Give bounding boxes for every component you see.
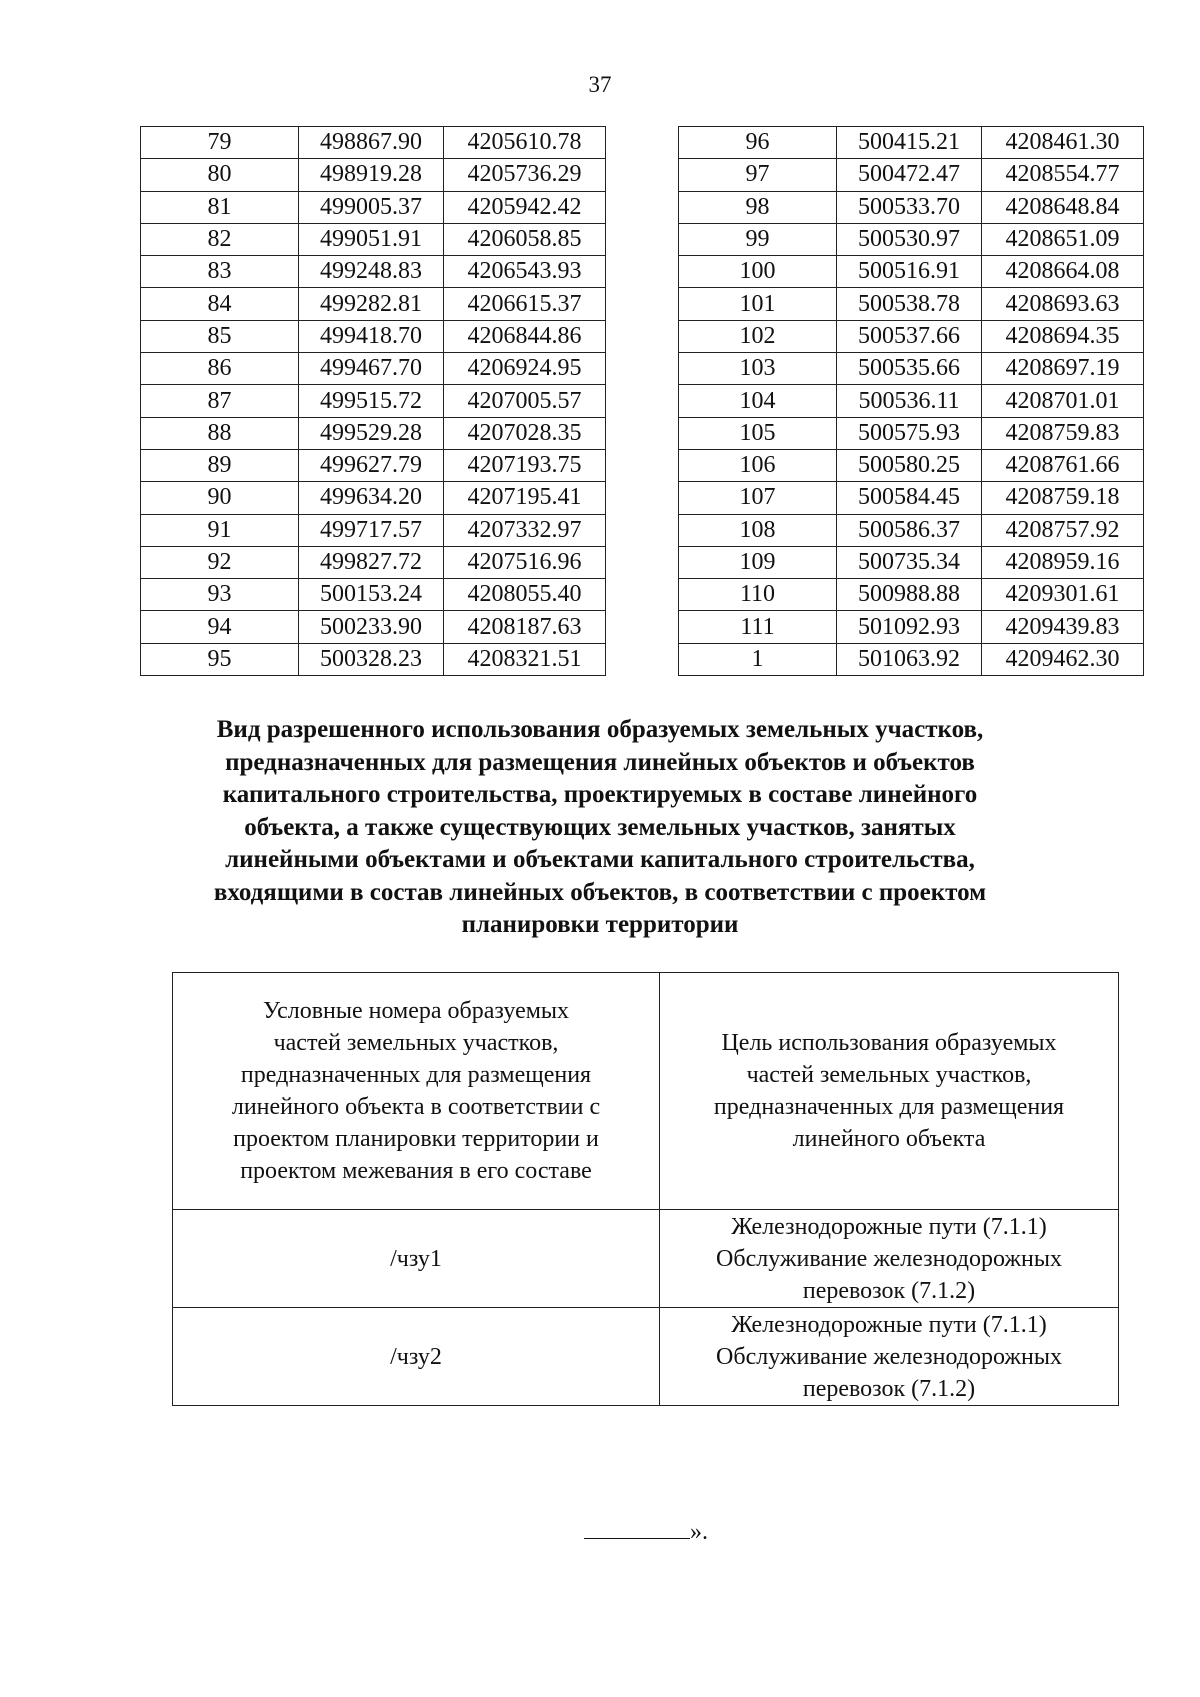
point-number-cell: 103 [679, 353, 837, 385]
point-number-cell: 105 [679, 417, 837, 449]
x-coordinate-cell: 500516.91 [837, 256, 982, 288]
coordinate-row [679, 579, 1144, 611]
coordinate-row [141, 385, 606, 417]
y-coordinate-cell: 4205736.29 [444, 159, 606, 191]
x-coordinate-cell: 500538.78 [837, 288, 982, 320]
header-line: проектом планировки территории и [233, 1126, 599, 1152]
x-coordinate-cell: 500153.24 [299, 579, 444, 611]
closing-quote-mark: ». [690, 1519, 708, 1545]
plot-purpose-cell [660, 1210, 1119, 1308]
x-coordinate-cell: 500537.66 [837, 320, 982, 352]
x-coordinate-cell: 499418.70 [299, 320, 444, 352]
x-coordinate-cell: 500735.34 [837, 546, 982, 578]
page-number: 37 [588, 72, 612, 97]
coordinate-row [141, 159, 606, 191]
coordinates-table-right-body [679, 127, 1144, 676]
point-number-cell: 90 [141, 482, 299, 514]
point-number-cell: 92 [141, 546, 299, 578]
closing-line [584, 1518, 708, 1546]
section-title-line: предназначенных для размещения линейных объектов и объектов [225, 748, 975, 776]
land-use-purpose-table [172, 972, 1119, 1406]
x-coordinate-cell: 500586.37 [837, 514, 982, 546]
x-coordinate-cell: 499467.70 [299, 353, 444, 385]
x-coordinate-cell: 499515.72 [299, 385, 444, 417]
header-line: проектом межевания в его составе [240, 1158, 592, 1184]
y-coordinate-cell: 4208664.08 [982, 256, 1144, 288]
header-purpose [660, 973, 1119, 1210]
y-coordinate-cell: 4207195.41 [444, 482, 606, 514]
y-coordinate-cell: 4208694.35 [982, 320, 1144, 352]
y-coordinate-cell: 4208959.16 [982, 546, 1144, 578]
section-title-line: капитального строительства, проектируемых в составе линейного [222, 781, 978, 808]
point-number-cell: 83 [141, 256, 299, 288]
purpose-line: Обслуживание железнодорожных [716, 1343, 1062, 1370]
x-coordinate-cell: 499051.91 [299, 223, 444, 255]
coordinate-row [679, 353, 1144, 385]
point-number-cell: 88 [141, 417, 299, 449]
x-coordinate-cell: 499529.28 [299, 417, 444, 449]
header-line: предназначенных для размещения [240, 1062, 592, 1088]
x-coordinate-cell: 499627.79 [299, 449, 444, 481]
x-coordinate-cell: 499005.37 [299, 191, 444, 223]
y-coordinate-cell: 4208648.84 [982, 191, 1144, 223]
y-coordinate-cell: 4207332.97 [444, 514, 606, 546]
x-coordinate-cell: 499248.83 [299, 256, 444, 288]
coordinate-row [141, 320, 606, 352]
y-coordinate-cell: 4205942.42 [444, 191, 606, 223]
purpose-table-row [173, 1210, 1119, 1308]
x-coordinate-cell: 500584.45 [837, 482, 982, 514]
point-number-cell: 102 [679, 320, 837, 352]
y-coordinate-cell: 4207028.35 [444, 417, 606, 449]
y-coordinate-cell: 4205610.78 [444, 127, 606, 159]
point-number-cell: 87 [141, 385, 299, 417]
x-coordinate-cell: 501063.92 [837, 643, 982, 675]
coordinate-row [679, 223, 1144, 255]
plot-code-cell: /чзу1 [173, 1210, 660, 1308]
y-coordinate-cell: 4206924.95 [444, 353, 606, 385]
section-title-line: планировки территории [461, 911, 739, 938]
point-number-cell: 86 [141, 353, 299, 385]
point-number-cell: 93 [141, 579, 299, 611]
point-number-cell: 82 [141, 223, 299, 255]
point-number-cell: 101 [679, 288, 837, 320]
y-coordinate-cell: 4207005.57 [444, 385, 606, 417]
purpose-table-row [173, 1308, 1119, 1406]
x-coordinate-cell: 500472.47 [837, 159, 982, 191]
point-number-cell: 89 [141, 449, 299, 481]
point-number-cell: 111 [679, 611, 837, 643]
point-number-cell: 97 [679, 159, 837, 191]
x-coordinate-cell: 500415.21 [837, 127, 982, 159]
point-number-cell: 109 [679, 546, 837, 578]
y-coordinate-cell: 4206844.86 [444, 320, 606, 352]
coordinate-row [679, 127, 1144, 159]
coordinates-table-left [140, 126, 606, 676]
purpose-line: Железнодорожные пути (7.1.1) [731, 1311, 1047, 1338]
y-coordinate-cell: 4208759.18 [982, 482, 1144, 514]
header-line: Цель использования образуемых [721, 1030, 1057, 1056]
coordinate-row [679, 159, 1144, 191]
coordinate-row [679, 643, 1144, 675]
y-coordinate-cell: 4207516.96 [444, 546, 606, 578]
coordinate-row [141, 256, 606, 288]
x-coordinate-cell: 499717.57 [299, 514, 444, 546]
coordinate-row [679, 288, 1144, 320]
coordinate-row [679, 417, 1144, 449]
point-number-cell: 94 [141, 611, 299, 643]
header-line: предназначенных для размещения [713, 1094, 1065, 1120]
point-number-cell: 107 [679, 482, 837, 514]
point-number-cell: 100 [679, 256, 837, 288]
coordinate-row [679, 546, 1144, 578]
x-coordinate-cell: 500535.66 [837, 353, 982, 385]
point-number-cell: 99 [679, 223, 837, 255]
y-coordinate-cell: 4208321.51 [444, 643, 606, 675]
plot-code-cell: /чзу2 [173, 1308, 660, 1406]
section-title [200, 714, 1000, 942]
coordinate-row [141, 579, 606, 611]
coordinate-row [141, 288, 606, 320]
section-title-line: входящими в состав линейных объектов, в соответствии с проектом [213, 878, 987, 906]
point-number-cell: 110 [679, 579, 837, 611]
section-title-line: Вид разрешенного использования образуемых земельных участков, [216, 716, 984, 743]
y-coordinate-cell: 4208701.01 [982, 385, 1144, 417]
y-coordinate-cell: 4208651.09 [982, 223, 1144, 255]
x-coordinate-cell: 500575.93 [837, 417, 982, 449]
coordinate-row [141, 191, 606, 223]
y-coordinate-cell: 4206615.37 [444, 288, 606, 320]
y-coordinate-cell: 4208759.83 [982, 417, 1144, 449]
coordinate-row [679, 611, 1144, 643]
coordinate-row [141, 482, 606, 514]
y-coordinate-cell: 4208761.66 [982, 449, 1144, 481]
coordinate-row [141, 546, 606, 578]
y-coordinate-cell: 4208757.92 [982, 514, 1144, 546]
point-number-cell: 104 [679, 385, 837, 417]
coordinate-row [141, 223, 606, 255]
y-coordinate-cell: 4206543.93 [444, 256, 606, 288]
coordinate-row [141, 514, 606, 546]
plot-purpose-cell [660, 1308, 1119, 1406]
point-number-cell: 108 [679, 514, 837, 546]
coordinate-row [141, 353, 606, 385]
x-coordinate-cell: 501092.93 [837, 611, 982, 643]
y-coordinate-cell: 4208461.30 [982, 127, 1144, 159]
coordinate-row [679, 320, 1144, 352]
x-coordinate-cell: 498919.28 [299, 159, 444, 191]
coordinate-row [679, 256, 1144, 288]
coordinate-row [679, 514, 1144, 546]
y-coordinate-cell: 4209439.83 [982, 611, 1144, 643]
purpose-line: Железнодорожные пути (7.1.1) [731, 1213, 1047, 1240]
header-line: линейного объекта в соответствии с [231, 1094, 601, 1120]
coordinate-row [679, 482, 1144, 514]
coordinates-table-right [678, 126, 1144, 676]
y-coordinate-cell: 4208554.77 [982, 159, 1144, 191]
x-coordinate-cell: 499282.81 [299, 288, 444, 320]
section-title-line: линейными объектами и объектами капитального строительства, [225, 846, 975, 873]
section-title-line: объекта, а также существующих земельных участков, занятых [244, 813, 956, 841]
coordinate-row [141, 611, 606, 643]
purpose-line: Обслуживание железнодорожных [716, 1245, 1062, 1272]
coordinate-row [141, 417, 606, 449]
point-number-cell: 96 [679, 127, 837, 159]
y-coordinate-cell: 4209301.61 [982, 579, 1144, 611]
y-coordinate-cell: 4208055.40 [444, 579, 606, 611]
coordinate-row [679, 449, 1144, 481]
y-coordinate-cell: 4208693.63 [982, 288, 1144, 320]
x-coordinate-cell: 498867.90 [299, 127, 444, 159]
y-coordinate-cell: 4207193.75 [444, 449, 606, 481]
x-coordinate-cell: 500533.70 [837, 191, 982, 223]
point-number-cell: 106 [679, 449, 837, 481]
coordinate-row [141, 127, 606, 159]
y-coordinate-cell: 4208187.63 [444, 611, 606, 643]
coordinate-row [679, 191, 1144, 223]
header-line: частей земельных участков, [273, 1030, 559, 1056]
point-number-cell: 95 [141, 643, 299, 675]
point-number-cell: 79 [141, 127, 299, 159]
header-line: частей земельных участков, [746, 1062, 1032, 1088]
header-line: Условные номера образуемых [262, 998, 570, 1024]
coordinate-row [679, 385, 1144, 417]
x-coordinate-cell: 500530.97 [837, 223, 982, 255]
point-number-cell: 85 [141, 320, 299, 352]
x-coordinate-cell: 499634.20 [299, 482, 444, 514]
coordinate-row [141, 643, 606, 675]
header-plot-numbers [173, 973, 660, 1210]
x-coordinate-cell: 500580.25 [837, 449, 982, 481]
coordinate-row [141, 449, 606, 481]
x-coordinate-cell: 500328.23 [299, 643, 444, 675]
x-coordinate-cell: 499827.72 [299, 546, 444, 578]
signature-blank-line [584, 1518, 690, 1539]
purpose-table-header-row [173, 973, 1119, 1210]
x-coordinate-cell: 500988.88 [837, 579, 982, 611]
point-number-cell: 1 [679, 643, 837, 675]
coordinates-table-left-body [141, 127, 606, 676]
point-number-cell: 80 [141, 159, 299, 191]
y-coordinate-cell: 4209462.30 [982, 643, 1144, 675]
x-coordinate-cell: 500536.11 [837, 385, 982, 417]
y-coordinate-cell: 4208697.19 [982, 353, 1144, 385]
header-line: линейного объекта [792, 1126, 986, 1152]
point-number-cell: 84 [141, 288, 299, 320]
purpose-line: перевозок (7.1.2) [802, 1375, 976, 1402]
point-number-cell: 98 [679, 191, 837, 223]
purpose-line: перевозок (7.1.2) [802, 1277, 976, 1304]
point-number-cell: 81 [141, 191, 299, 223]
y-coordinate-cell: 4206058.85 [444, 223, 606, 255]
point-number-cell: 91 [141, 514, 299, 546]
x-coordinate-cell: 500233.90 [299, 611, 444, 643]
